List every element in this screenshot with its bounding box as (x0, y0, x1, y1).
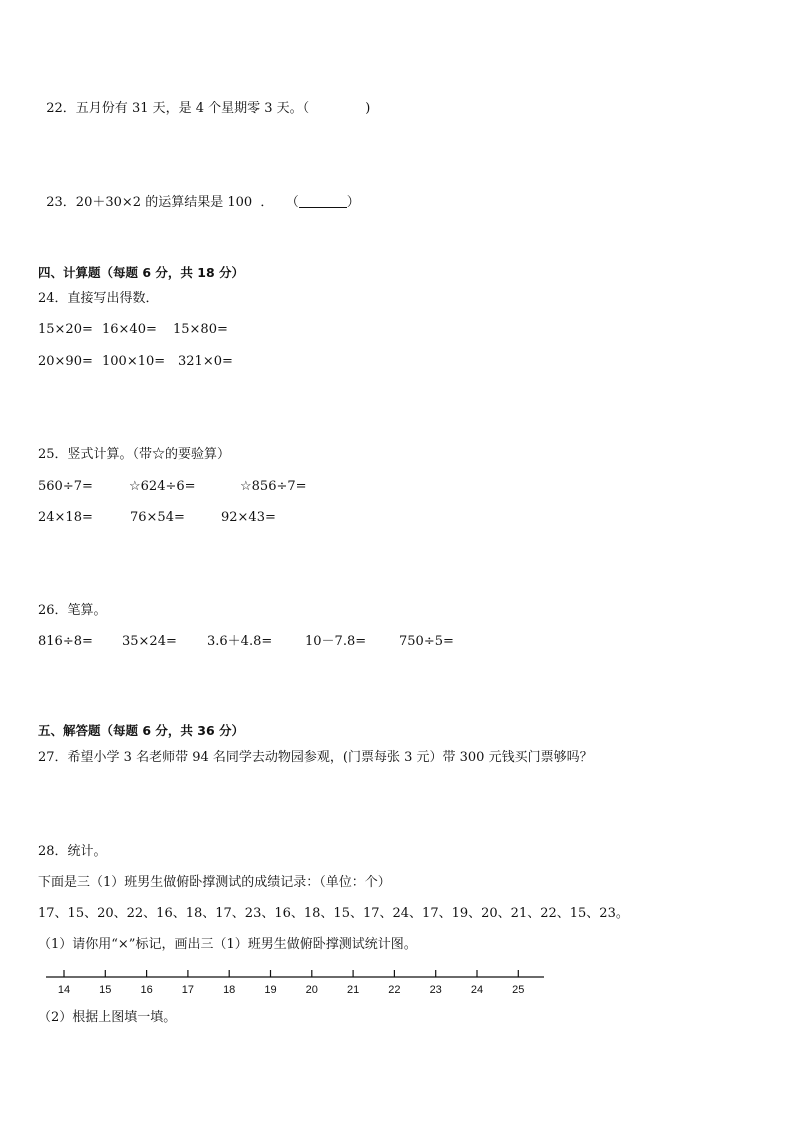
answer-blank (299, 195, 347, 208)
number-line-label: 24 (470, 984, 484, 996)
question-23-close: ） (346, 195, 360, 210)
calc-item: 560÷7= (38, 479, 93, 494)
question-24-text: 24．直接写出得数． (38, 291, 159, 306)
number-line-label: 22 (388, 984, 401, 996)
number-line-label: 14 (57, 984, 71, 996)
number-line-label: 23 (429, 984, 442, 996)
calc-item: 24×18= (38, 510, 93, 525)
calc-item: 10－7.8= (305, 634, 367, 649)
question-22-text: 22．五月份有 31 天，是 4 个星期零 3 天。（ (46, 101, 310, 116)
question-22 (38, 82, 370, 118)
question-28-data: 17、15、20、22、16、18、17、23、16、18、15、17、24、17、19、20、21、22、15、23。 (38, 906, 629, 921)
calc-item: 16×40= (102, 322, 157, 337)
calc-item: 750÷5= (399, 634, 454, 649)
number-line-label: 25 (512, 984, 525, 996)
number-line-label: 19 (264, 984, 277, 996)
question-25-text: 25．竖式计算。（带☆的要验算） (38, 447, 231, 462)
question-22-close: ) (365, 101, 371, 116)
question-27-text: 27．希望小学 3 名老师带 94 名同学去动物园参观，(门票每张 3 元）带 300 元钱买门票够吗？ (38, 750, 593, 765)
calc-item: 35×24= (122, 634, 177, 649)
calc-item: 92×43= (221, 510, 276, 525)
question-28-part-2: （2）根据上图填一填。 (38, 1010, 177, 1025)
calc-item: 15×20= (38, 322, 93, 337)
calc-item: 15×80= (173, 322, 228, 337)
calc-item: ☆856÷7= (240, 479, 307, 494)
section-4-title: 四、计算题（每题 6 分，共 18 分） (38, 265, 245, 280)
calc-item: 20×90= (38, 354, 93, 369)
number-line-label: 21 (346, 984, 360, 996)
calc-item: 76×54= (130, 510, 185, 525)
question-23-text: 23．20＋30×2 的运算结果是 100 ． （ (46, 195, 299, 210)
number-line (44, 966, 548, 1000)
number-line-label: 16 (140, 984, 153, 996)
question-28-part-1: （1）请你用“×”标记，画出三（1）班男生做俯卧撑测试统计图。 (38, 937, 417, 952)
question-28-text: 28．统计。 (38, 844, 107, 859)
question-28-intro: 下面是三（1）班男生做俯卧撑测试的成绩记录：（单位：个） (38, 875, 391, 890)
number-line-label: 15 (99, 984, 112, 996)
calc-item: 3.6＋4.8= (207, 634, 273, 649)
calc-item: 816÷8= (38, 634, 93, 649)
section-5-title: 五、解答题（每题 6 分，共 36 分） (38, 723, 245, 738)
question-26-text: 26．笔算。 (38, 603, 107, 618)
calc-item: 100×10= (102, 354, 166, 369)
number-line-label: 17 (181, 984, 195, 996)
question-23 (38, 176, 360, 212)
number-line-label: 18 (223, 984, 236, 996)
calc-item: 321×0= (178, 354, 233, 369)
calc-item: ☆624÷6= (129, 479, 196, 494)
number-line-label: 20 (305, 984, 318, 996)
